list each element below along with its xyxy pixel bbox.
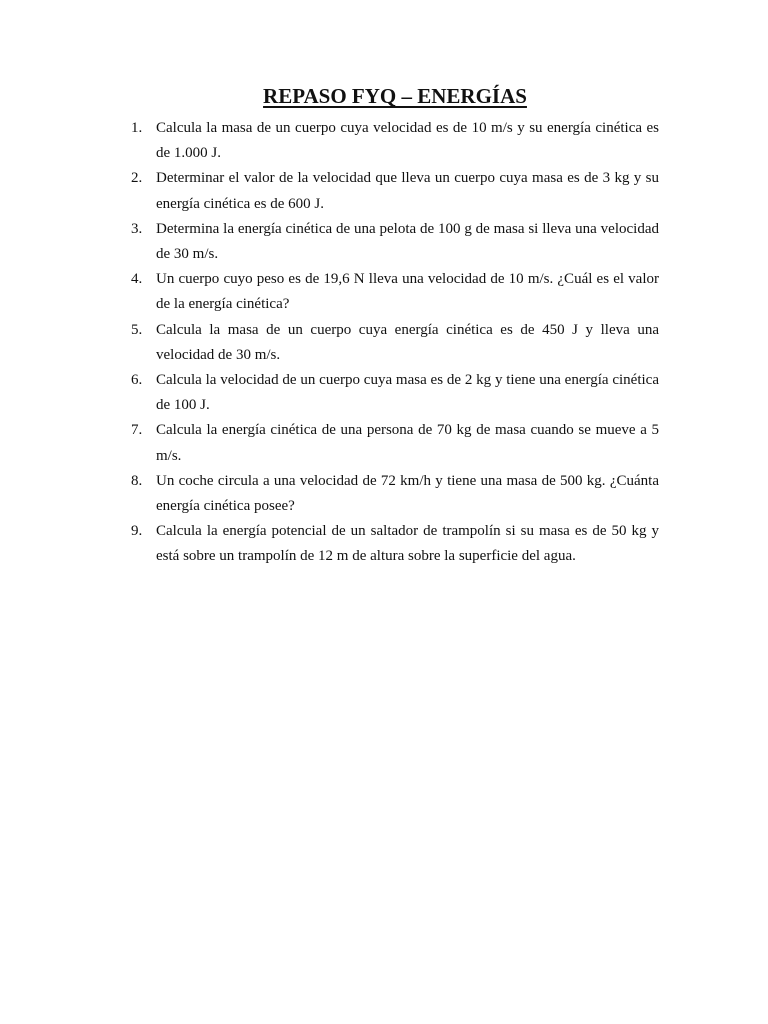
exercise-text: Calcula la energía cinética de una persona de 70 kg de masa cuando se mueve a 5 m/s. <box>156 422 659 464</box>
exercise-number: 4. <box>131 271 143 288</box>
exercise-text: Determinar el valor de la velocidad que lleva un cuerpo cuya masa es de 3 kg y su energía cinética es de 600 J. <box>156 170 659 212</box>
exercise-number: 2. <box>131 170 143 187</box>
exercise-number: 8. <box>131 472 143 489</box>
exercise-text: Un cuerpo cuyo peso es de 19,6 N lleva una velocidad de 10 m/s. ¿Cuál es el valor de la energía cinética? <box>156 271 659 313</box>
exercise-number: 6. <box>131 372 143 389</box>
exercise-item-5 <box>131 318 659 368</box>
exercise-number: 7. <box>131 422 143 439</box>
exercise-item-2 <box>131 166 659 216</box>
exercise-item-7 <box>131 418 659 468</box>
document-title: REPASO FYQ – ENERGÍAS <box>263 84 527 108</box>
exercise-text: Calcula la masa de un cuerpo cuya energía cinética es de 450 J y lleva una velocidad de 30 m/s. <box>156 321 659 363</box>
exercise-item-1 <box>131 116 659 166</box>
exercise-number: 1. <box>131 120 143 136</box>
exercise-item-3 <box>131 217 659 267</box>
exercise-item-4 <box>131 267 659 317</box>
exercise-text: Calcula la energía potencial de un saltador de trampolín si su masa es de 50 kg y está sobre un trampolín de 12 m de altura sobre la superficie del agua. <box>156 523 659 565</box>
exercise-text: Determina la energía cinética de una pelota de 100 g de masa si lleva una velocidad de 30 m/s. <box>156 220 659 263</box>
exercise-number: 3. <box>131 220 143 237</box>
exercise-text: Calcula la masa de un cuerpo cuya velocidad es de 10 m/s y su energía cinética es de 1.000 J. <box>156 120 659 162</box>
exercise-item-9 <box>131 519 659 569</box>
exercise-item-8 <box>131 469 659 519</box>
exercise-number: 5. <box>131 321 143 338</box>
exercise-item-6 <box>131 368 659 418</box>
exercise-list <box>131 116 659 570</box>
exercise-text: Calcula la velocidad de un cuerpo cuya masa es de 2 kg y tiene una energía cinética de 100 J. <box>156 372 659 414</box>
exercise-number: 9. <box>131 523 143 540</box>
exercise-text: Un coche circula a una velocidad de 72 km/h y tiene una masa de 500 kg. ¿Cuánta energía cinética posee? <box>156 472 659 515</box>
